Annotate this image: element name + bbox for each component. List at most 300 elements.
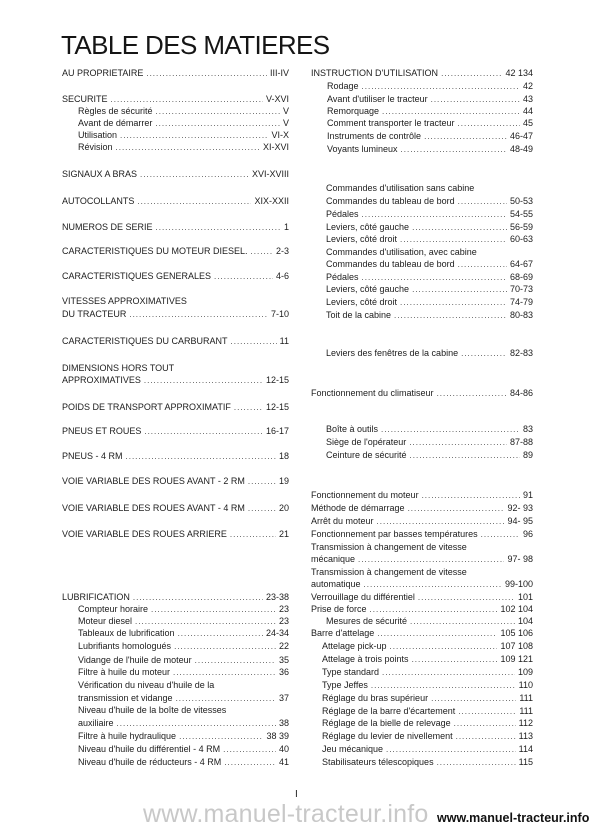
dot-leader: [251, 246, 273, 257]
toc-right-entry-title: Commandes d'utilisation, avec cabine: [326, 247, 477, 257]
toc-left-entry-page: 12-15: [265, 375, 289, 385]
toc-right-entry-title: Mesures de sécurité: [326, 616, 408, 626]
dot-leader: [224, 757, 276, 768]
toc-right-entry-page: 105 106: [500, 628, 533, 638]
dot-leader: [133, 592, 263, 603]
toc-left-entry: [62, 222, 289, 233]
toc-right-entry-page: 45: [522, 118, 533, 128]
dot-leader: [377, 516, 505, 527]
toc-left-entry: [62, 426, 289, 437]
toc-right-entry-title: Réglage du bras supérieur: [322, 693, 429, 703]
watermark-small: www.manuel-tracteur.info: [437, 811, 590, 825]
toc-left-entry: [62, 503, 289, 514]
toc-right-entry-page: 109: [517, 667, 533, 677]
dot-leader: [422, 490, 520, 501]
toc-right-entry: [322, 744, 533, 755]
page-number: I: [295, 789, 298, 800]
toc-right-entry-title: Attelage pick-up: [322, 641, 387, 651]
toc-right-entry: [326, 247, 533, 258]
dot-leader: [370, 604, 498, 615]
toc-right-entry: [311, 542, 533, 553]
toc-right-entry: [326, 437, 533, 448]
toc-left-entry-page: III-IV: [269, 68, 289, 78]
toc-right-entry-title: Fonctionnement du moteur: [311, 490, 419, 500]
toc-left-entry: [78, 667, 289, 678]
dot-leader: [382, 106, 520, 117]
toc-right-entry-title: Méthode de démarrage: [311, 503, 405, 513]
toc-left-entry: [62, 196, 289, 207]
toc-right-entry: [322, 693, 533, 704]
toc-right-entry: [322, 680, 533, 691]
toc-right-entry-title: Voyants lumineux: [327, 144, 398, 154]
toc-left-entry-page: 40: [278, 744, 289, 754]
toc-left-entry: [78, 118, 289, 129]
dot-leader: [386, 744, 516, 755]
dot-leader: [173, 667, 276, 678]
dot-leader: [178, 628, 263, 639]
toc-left-entry-page: 12-15: [265, 402, 289, 412]
toc-right-entry: [326, 222, 533, 233]
toc-right-entry-title: Jeu mécanique: [322, 744, 384, 754]
dot-leader: [111, 94, 263, 105]
toc-right-entry: [327, 94, 533, 105]
toc-left-entry-page: 23: [278, 604, 289, 614]
toc-right-entry-title: Pédales: [326, 209, 359, 219]
toc-right-entry: [311, 503, 533, 514]
dot-leader: [140, 169, 249, 180]
toc-left-entry: [78, 680, 289, 691]
dot-leader: [377, 628, 497, 639]
toc-right-entry-title: Arrêt du moteur: [311, 516, 374, 526]
toc-left-entry: [62, 451, 289, 462]
toc-left-entry-title: VOIE VARIABLE DES ROUES ARRIERE: [62, 529, 227, 539]
toc-right-entry-title: Remorquage: [327, 106, 380, 116]
toc-right-entry-page: 68-69: [509, 272, 533, 282]
toc-left-entry-title: POIDS DE TRANSPORT APPROXIMATIF: [62, 402, 231, 412]
toc-left-entry-page: V: [282, 106, 289, 116]
toc-right-entry-title: Transmission à changement de vitesse: [311, 567, 467, 577]
toc-right-entry: [326, 209, 533, 220]
toc-left-entry-title: DU TRACTEUR: [62, 309, 127, 319]
toc-left-entry-title: Utilisation: [78, 130, 118, 140]
toc-left-entry-page: 24-34: [265, 628, 289, 638]
toc-right-entry-title: Boîte à outils: [326, 424, 379, 434]
toc-left-entry: [78, 655, 289, 666]
toc-right-entry-page: 111: [519, 693, 533, 703]
toc-left-entry-page: XIX-XXII: [254, 196, 289, 206]
toc-right-entry-title: Leviers, côté gauche: [326, 222, 410, 232]
toc-left-entry-title: Tableaux de lubrification: [78, 628, 175, 638]
toc-left-entry-title: transmission et vidange: [78, 693, 173, 703]
dot-leader: [230, 529, 276, 540]
toc-right-entry-title: Transmission à changement de vitesse: [311, 542, 467, 552]
toc-left-entry-page: 23: [278, 616, 289, 626]
toc-left-entry-page: VI-X: [271, 130, 289, 140]
dot-leader: [371, 680, 516, 691]
toc-right-entry: [326, 450, 533, 461]
toc-right-entry: [322, 757, 533, 768]
toc-right-entry-title: Comment transporter le tracteur: [327, 118, 455, 128]
toc-left-entry: [78, 106, 289, 117]
dot-leader: [135, 616, 276, 627]
toc-left-entry: [78, 628, 289, 639]
toc-left-entry-page: XI-XVI: [262, 142, 289, 152]
dot-leader: [146, 68, 267, 79]
toc-right-entry: [322, 641, 533, 652]
toc-left-entry: [62, 296, 289, 307]
toc-left-entry-page: V: [282, 118, 289, 128]
toc-right-entry-title: Commandes d'utilisation sans cabine: [326, 183, 475, 193]
toc-right-entry-page: 80-83: [509, 310, 533, 320]
toc-left-entry: [78, 604, 289, 615]
toc-left-entry-title: auxiliaire: [78, 718, 114, 728]
toc-left-entry: [78, 693, 289, 704]
toc-left-entry-title: Révision: [78, 142, 113, 152]
dot-leader: [362, 209, 507, 220]
dot-leader: [151, 604, 276, 615]
toc-right-entry-page: 48-49: [509, 144, 533, 154]
toc-left-entry: [62, 363, 289, 374]
dot-leader: [234, 402, 263, 413]
dot-leader: [176, 693, 276, 704]
dot-leader: [461, 348, 507, 359]
toc-left-entry: [78, 705, 289, 716]
toc-right-entry: [311, 490, 533, 501]
toc-left-entry-title: Compteur horaire: [78, 604, 149, 614]
toc-right-entry-title: Rodage: [327, 81, 359, 91]
dot-leader: [412, 654, 498, 665]
toc-right-entry-title: Pédales: [326, 272, 359, 282]
toc-left-entry: [62, 169, 289, 180]
toc-left-entry-title: AU PROPRIETAIRE: [62, 68, 144, 78]
toc-right-entry: [311, 628, 533, 639]
toc-left-entry-title: APPROXIMATIVES: [62, 375, 141, 385]
toc-left-entry-page: 36: [278, 667, 289, 677]
toc-right-entry-title: Avant d'utiliser le tracteur: [327, 94, 428, 104]
toc-right-entry-page: 92- 93: [507, 503, 533, 513]
toc-right-entry-title: Siège de l'opérateur: [326, 437, 407, 447]
dot-leader: [381, 424, 520, 435]
toc-right-entry: [311, 604, 533, 615]
dot-leader: [441, 68, 502, 79]
toc-left-entry-page: 38: [278, 718, 289, 728]
toc-right-entry: [311, 529, 533, 540]
toc-right-entry-page: 113: [518, 731, 533, 741]
toc-left-entry-title: Filtre à huile hydraulique: [78, 731, 177, 741]
dot-leader: [156, 106, 280, 117]
toc-left-entry-title: Vidange de l'huile de moteur: [78, 655, 192, 665]
toc-left-entry-title: VOIE VARIABLE DES ROUES AVANT - 2 RM: [62, 476, 245, 486]
toc-right-entry: [326, 196, 533, 207]
toc-left-entry-page: 18: [278, 451, 289, 461]
dot-leader: [144, 426, 263, 437]
toc-left-entry-page: 41: [278, 757, 289, 767]
toc-right-entry-title: Réglage du levier de nivellement: [322, 731, 453, 741]
dot-leader: [458, 196, 507, 207]
toc-right-entry-page: 114: [518, 744, 533, 754]
toc-right-entry: [327, 131, 533, 142]
toc-right-entry-title: Fonctionnement par basses températures: [311, 529, 478, 539]
toc-right-entry-page: 91: [522, 490, 533, 500]
toc-right-entry: [326, 234, 533, 245]
toc-right-entry: [326, 183, 533, 194]
toc-right-entry-page: 94- 95: [507, 516, 533, 526]
toc-left-entry-title: Lubrifiants homologués: [78, 641, 172, 651]
toc-left-entry-page: 11: [279, 336, 289, 346]
toc-left-entry-title: Moteur diesel: [78, 616, 133, 626]
toc-right-entry-title: Instruments de contrôle: [327, 131, 422, 141]
dot-leader: [431, 94, 520, 105]
toc-left-entry-title: Avant de démarrer: [78, 118, 153, 128]
toc-left-entry-page: 21: [278, 529, 289, 539]
toc-right-entry-page: 84-86: [509, 388, 533, 398]
toc-right-entry-page: 82-83: [509, 348, 533, 358]
dot-leader: [144, 375, 263, 386]
toc-right-entry-page: 74-79: [509, 297, 533, 307]
dot-leader: [362, 81, 520, 92]
toc-right-entry-title: Verrouillage du différentiel: [311, 592, 415, 602]
toc-right-entry-page: 42: [522, 81, 533, 91]
toc-left-entry: [62, 476, 289, 487]
toc-right-entry-title: Barre d'attelage: [311, 628, 375, 638]
toc-right-entry-page: 70-73: [509, 284, 533, 294]
toc-right-entry-title: automatique: [311, 579, 361, 589]
dot-leader: [174, 641, 276, 652]
toc-right-entry-title: Type standard: [322, 667, 380, 677]
dot-leader: [248, 476, 276, 487]
toc-right-entry: [311, 567, 533, 578]
dot-leader: [362, 272, 507, 283]
dot-leader: [418, 592, 515, 603]
toc-right-entry: [311, 388, 533, 399]
toc-left-entry-title: CARACTERISTIQUES DU MOTEUR DIESEL.: [62, 246, 248, 256]
dot-leader: [390, 641, 498, 652]
dot-leader: [382, 667, 515, 678]
toc-right-entry-page: 107 108: [500, 641, 533, 651]
toc-right-entry-page: 101: [517, 592, 533, 602]
dot-leader: [456, 731, 516, 742]
dot-leader: [437, 757, 516, 768]
toc-left-entry-title: SIGNAUX A BRAS: [62, 169, 138, 179]
toc-right-entry-title: Toit de la cabine: [326, 310, 392, 320]
dot-leader: [179, 731, 263, 742]
toc-right-entry: [311, 592, 533, 603]
toc-right-entry: [326, 310, 533, 321]
toc-left-entry: [62, 68, 289, 79]
toc-right-entry-page: 43: [522, 94, 533, 104]
toc-right-entry-title: Stabilisateurs télescopiques: [322, 757, 434, 767]
toc-right-entry-page: 83: [522, 424, 533, 434]
toc-right-entry: [327, 118, 533, 129]
dot-leader: [195, 655, 276, 666]
toc-right-entry-title: mécanique: [311, 554, 356, 564]
toc-left-entry-title: Niveau d'huile du différentiel - 4 RM: [78, 744, 221, 754]
dot-leader: [214, 271, 273, 282]
toc-left-entry: [62, 94, 289, 105]
toc-right-entry: [327, 144, 533, 155]
toc-left-entry: [62, 271, 289, 282]
toc-right-entry: [311, 68, 533, 79]
dot-leader: [155, 118, 280, 129]
toc-right-entry: [311, 579, 533, 590]
toc-right-entry-title: Type Jeffes: [322, 680, 368, 690]
toc-right-entry-page: 111: [519, 706, 533, 716]
toc-right-entry: [322, 706, 533, 717]
toc-left-entry-title: LUBRIFICATION: [62, 592, 130, 602]
toc-left-entry-title: Niveau d'huile de la boîte de vitesses: [78, 705, 227, 715]
toc-right-entry-title: Prise de force: [311, 604, 367, 614]
dot-leader: [458, 118, 520, 129]
toc-left-entry: [62, 402, 289, 413]
toc-right-entry: [311, 554, 533, 565]
dot-leader: [454, 718, 516, 729]
toc-right-entry-page: 96: [522, 529, 533, 539]
toc-right-entry-page: 54-55: [509, 209, 533, 219]
toc-right-entry-title: Commandes du tableau de bord: [326, 259, 455, 269]
toc-right-entry: [326, 284, 533, 295]
toc-left-entry-page: 19: [278, 476, 289, 486]
dot-leader: [137, 196, 251, 207]
toc-left-entry-page: 4-6: [275, 271, 289, 281]
toc-right-entry-title: Leviers, côté droit: [326, 297, 398, 307]
toc-left-entry-title: PNEUS - 4 RM: [62, 451, 123, 461]
toc-right-entry: [326, 272, 533, 283]
toc-right-entry-page: 89: [522, 450, 533, 460]
toc-right-entry-title: Leviers, côté gauche: [326, 284, 410, 294]
toc-right-entry-title: Fonctionnement du climatiseur: [311, 388, 434, 398]
dot-leader: [400, 234, 507, 245]
toc-right-entry-page: 115: [518, 757, 533, 767]
dot-leader: [231, 336, 277, 347]
toc-left-entry: [78, 744, 289, 755]
toc-left-entry: [78, 142, 289, 153]
toc-right-entry-title: Leviers, côté droit: [326, 234, 398, 244]
toc-left-entry-page: V-XVI: [265, 94, 289, 104]
toc-left-entry: [78, 130, 289, 141]
dot-leader: [223, 744, 276, 755]
toc-right-entry: [326, 297, 533, 308]
toc-left-entry-title: CARACTERISTIQUES DU CARBURANT: [62, 336, 228, 346]
toc-left-entry-title: DIMENSIONS HORS TOUT: [62, 363, 175, 373]
dot-leader: [458, 259, 507, 270]
toc-right-entry-page: 64-67: [509, 259, 533, 269]
toc-right-entry: [322, 718, 533, 729]
toc-right-entry-page: 102 104: [500, 604, 533, 614]
dot-leader: [410, 450, 520, 461]
page-title: TABLE DES MATIERES: [61, 30, 330, 60]
dot-leader: [117, 718, 276, 729]
toc-right-entry-page: 56-59: [509, 222, 533, 232]
toc-left-entry: [62, 309, 289, 320]
toc-left-entry-title: AUTOCOLLANTS: [62, 196, 135, 206]
dot-leader: [248, 503, 276, 514]
toc-left-entry: [62, 246, 289, 257]
toc-right-entry-title: Commandes du tableau de bord: [326, 196, 455, 206]
toc-right-entry-page: 44: [522, 106, 533, 116]
toc-right-entry-title: Attelage à trois points: [322, 654, 409, 664]
dot-leader: [409, 437, 507, 448]
dot-leader: [120, 130, 268, 141]
dot-leader: [437, 388, 507, 399]
toc-left-entry-page: 23-38: [265, 592, 289, 602]
toc-left-entry-title: CARACTERISTIQUES GENERALES: [62, 271, 212, 281]
toc-right-entry-page: 42 134: [505, 68, 533, 78]
toc-left-entry-page: 38 39: [266, 731, 289, 741]
toc-right-entry-page: 97- 98: [507, 554, 533, 564]
dot-leader: [400, 297, 507, 308]
toc-right-entry: [326, 348, 533, 359]
toc-left-entry: [78, 757, 289, 768]
toc-right-entry: [326, 259, 533, 270]
toc-right-entry-page: 99-100: [504, 579, 533, 589]
dot-leader: [358, 554, 504, 565]
toc-right-entry-title: Leviers des fenêtres de la cabine: [326, 348, 459, 358]
dot-leader: [424, 131, 507, 142]
toc-right-entry: [327, 81, 533, 92]
dot-leader: [401, 144, 507, 155]
toc-right-entry-title: Réglage de la barre d'écartement: [322, 706, 456, 716]
toc-right-entry-page: 104: [517, 616, 533, 626]
toc-left-entry-title: SECURITE: [62, 94, 108, 104]
toc-right-entry: [326, 424, 533, 435]
dot-leader: [408, 503, 505, 514]
toc-left-entry-title: VITESSES APPROXIMATIVES: [62, 296, 187, 306]
toc-left-entry-title: Niveau d'huile de réducteurs - 4 RM: [78, 757, 222, 767]
toc-left-entry: [78, 731, 289, 742]
dot-leader: [481, 529, 520, 540]
toc-left-entry-title: NUMEROS DE SERIE: [62, 222, 153, 232]
dot-leader: [364, 579, 502, 590]
dot-leader: [394, 310, 507, 321]
toc-right-entry-title: INSTRUCTION D'UTILISATION: [311, 68, 439, 78]
dot-leader: [412, 222, 507, 233]
toc-left-entry-page: 2-3: [275, 246, 289, 256]
toc-left-entry: [78, 616, 289, 627]
toc-left-entry: [62, 336, 289, 347]
dot-leader: [156, 222, 281, 233]
toc-right-entry-page: 46-47: [509, 131, 533, 141]
toc-right-entry-page: 50-53: [509, 196, 533, 206]
toc-left-entry-title: Filtre à huile du moteur: [78, 667, 171, 677]
dot-leader: [116, 142, 260, 153]
toc-left-entry-title: VOIE VARIABLE DES ROUES AVANT - 4 RM: [62, 503, 245, 513]
toc-right-entry: [311, 516, 533, 527]
toc-left-entry-page: 7-10: [270, 309, 289, 319]
watermark-large: www.manuel-tracteur.info: [143, 800, 429, 828]
toc-left-entry: [62, 592, 289, 603]
dot-leader: [126, 451, 276, 462]
toc-right-entry: [326, 616, 533, 627]
dot-leader: [458, 706, 516, 717]
toc-left-entry-page: 16-17: [265, 426, 289, 436]
toc-left-entry-title: Vérification du niveau d'huile de la: [78, 680, 215, 690]
toc-right-entry-title: Ceinture de sécurité: [326, 450, 407, 460]
toc-left-entry: [78, 718, 289, 729]
toc-left-entry-page: 1: [283, 222, 289, 232]
dot-leader: [129, 309, 268, 320]
dot-leader: [410, 616, 515, 627]
toc-right-entry-page: 109 121: [500, 654, 533, 664]
toc-left-entry-title: PNEUS ET ROUES: [62, 426, 142, 436]
dot-leader: [431, 693, 516, 704]
toc-right-entry-title: Réglage de la bielle de relevage: [322, 718, 451, 728]
toc-left-entry-page: XVI-XVIII: [251, 169, 289, 179]
toc-left-entry-page: 37: [278, 693, 289, 703]
toc-right-entry: [322, 731, 533, 742]
dot-leader: [412, 284, 507, 295]
toc-right-entry-page: 87-88: [509, 437, 533, 447]
toc-right-entry-page: 112: [518, 718, 533, 728]
